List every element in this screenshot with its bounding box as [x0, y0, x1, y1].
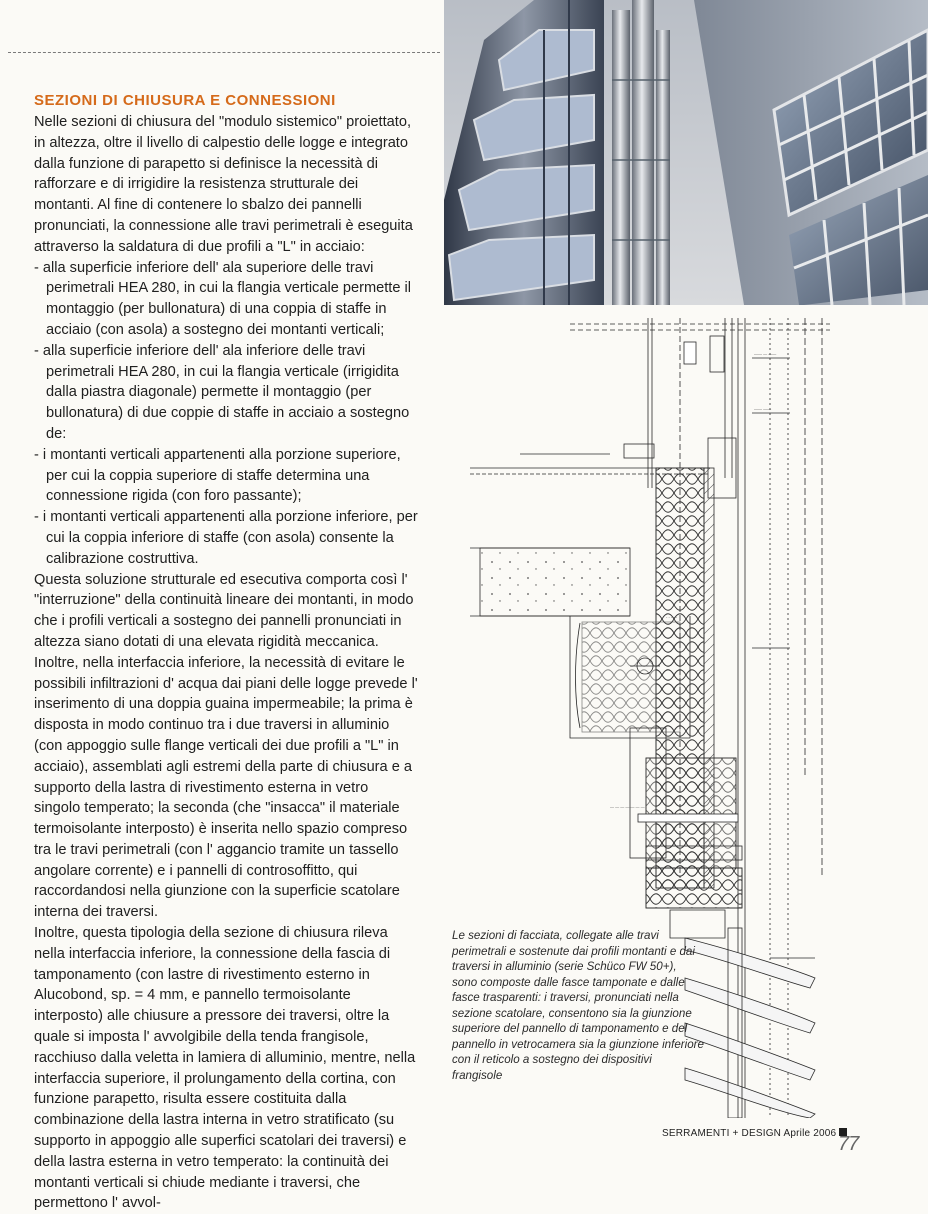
paragraph-structural: Questa soluzione strutturale ed esecutiva comporta così l' "interruzione" della continuità lineare dei montanti, in modo che i profili verticali a sostegno dei pannelli pronunciati in altezza siano dotati di una elevata rigidità meccanica. Inoltre, nella interfaccia inferiore, la necessità di evitare le possibili infiltrazioni d' acqua dai piani delle logge prevede l' inserimento di una doppia guaina impermeabile; la prima è disposta in modo continuo tra i due traversi in alluminio (con appoggio sulle flange verticali dei due profili a "L" in acciaio), assemblati agli estremi della parte di chiusura e a supporto della lastra di rivestimento esterna in vetro singolo temperato; la seconda (che "insacca" il materiale termoisolante interposto) è inserita nello spazio compreso tra le travi perimetrali (con l' aggancio tramite un tassello angolare corrente) e i pannelli di controsoffitto, qui raccordandosi nella giunzione con la superficie scatolare interna dei traversi. — [34, 571, 418, 921]
article-body — [34, 112, 418, 1214]
list-item-1: - alla superficie inferiore dell' ala superiore delle travi perimetrali HEA 280, in cui la flangia verticale permette il montaggio (per bullonatura) di una coppia di staffe in acciaio (con asola) a sostegno dei montanti verticali; — [34, 259, 412, 338]
list-item-4: - i montanti verticali appartenenti alla porzione inferiore, per cui la coppia inferiore di staffe (con asola) consente la calibrazione costruttiva. — [34, 509, 418, 567]
section-heading: SEZIONI DI CHIUSURA E CONNESSIONI — [34, 92, 336, 109]
paragraph-interface: Inoltre, questa tipologia della sezione di chiusura rileva nella interfaccia inferiore, la connessione della fascia di tamponamento (con lastre di rivestimento esterno in Alucobond, sp. = 4 mm, e pannello termoisolante interposto) alle chiusure a pressore dei traversi, oltre la quale si imposta l' avvolgibile della tenda frangisole, racchiuso dalla veletta in lamiera di alluminio, mentre, nella interfaccia superiore, il prolungamento della cortina, con funzione parapetto, risulta essere costituita dalla combinazione della lastra interna in vetro stratificato (su supporto in appoggio alle superfici scatolari dei traversi) e della lastra esterna in vetro temperato: la continuità dei montanti verticali si chiude mediante i traversi, che permettono l' avvol- — [34, 925, 416, 1212]
svg-text:—— — ——: —— — —— — [754, 351, 777, 356]
paragraph-intro: Nelle sezioni di chiusura del "modulo sistemico" proiettato, in altezza, oltre il livello di calpestio delle logge e integrato dalla funzione di parapetto si definisce la necessità di rafforzare e di irrigidire la resistenza strutturale dei montanti. Al fine di contenere lo sbalzo dei pannelli pronunciati, la connessione alle travi perimetrali è eseguita attraverso la saldatura di due profili a "L" in acciaio: — [34, 114, 413, 255]
svg-text:—— ——: —— —— — [754, 406, 772, 411]
figure-caption: Le sezioni di facciata, collegate alle travi perimetrali e sostenute dai profili montanti e dai traversi in alluminio (serie Schüco FW 50+), sono composte dalle fasce tamponate e dalle fasce trasparenti: i traversi, pronunciati nella sezione scatolare, consentono sia la giunzione superiore del pannello di tamponamento e del pannello in vetrocamera sia la giunzione inferiore con il reticolo a sostegno dei dispositivi frangisole — [452, 929, 704, 1082]
list-item-2: - alla superficie inferiore dell' ala inferiore delle travi perimetrali HEA 280, in cui la flangia verticale (irrigidita dalla piastra diagonale) permette il montaggio (per bullonatura) di due coppie di staffe in acciaio a sostegno de: — [34, 342, 410, 442]
building-photo — [444, 0, 928, 305]
top-dashed-rule — [8, 52, 440, 53]
page-number: 77 — [838, 1133, 859, 1155]
publication-name: SERRAMENTI + DESIGN Aprile 2006 — [662, 1128, 837, 1139]
list-item-3: - i montanti verticali appartenenti alla porzione superiore, per cui la coppia superiore di staffe determina una connessione rigida (con foro passante); — [34, 446, 401, 505]
page-footer — [662, 1128, 847, 1139]
svg-text:— — — — — — —: — — — — — — — — [610, 804, 645, 809]
svg-text:- - - - -: - - - - - — [666, 614, 678, 619]
building-photo-svg — [444, 0, 928, 305]
